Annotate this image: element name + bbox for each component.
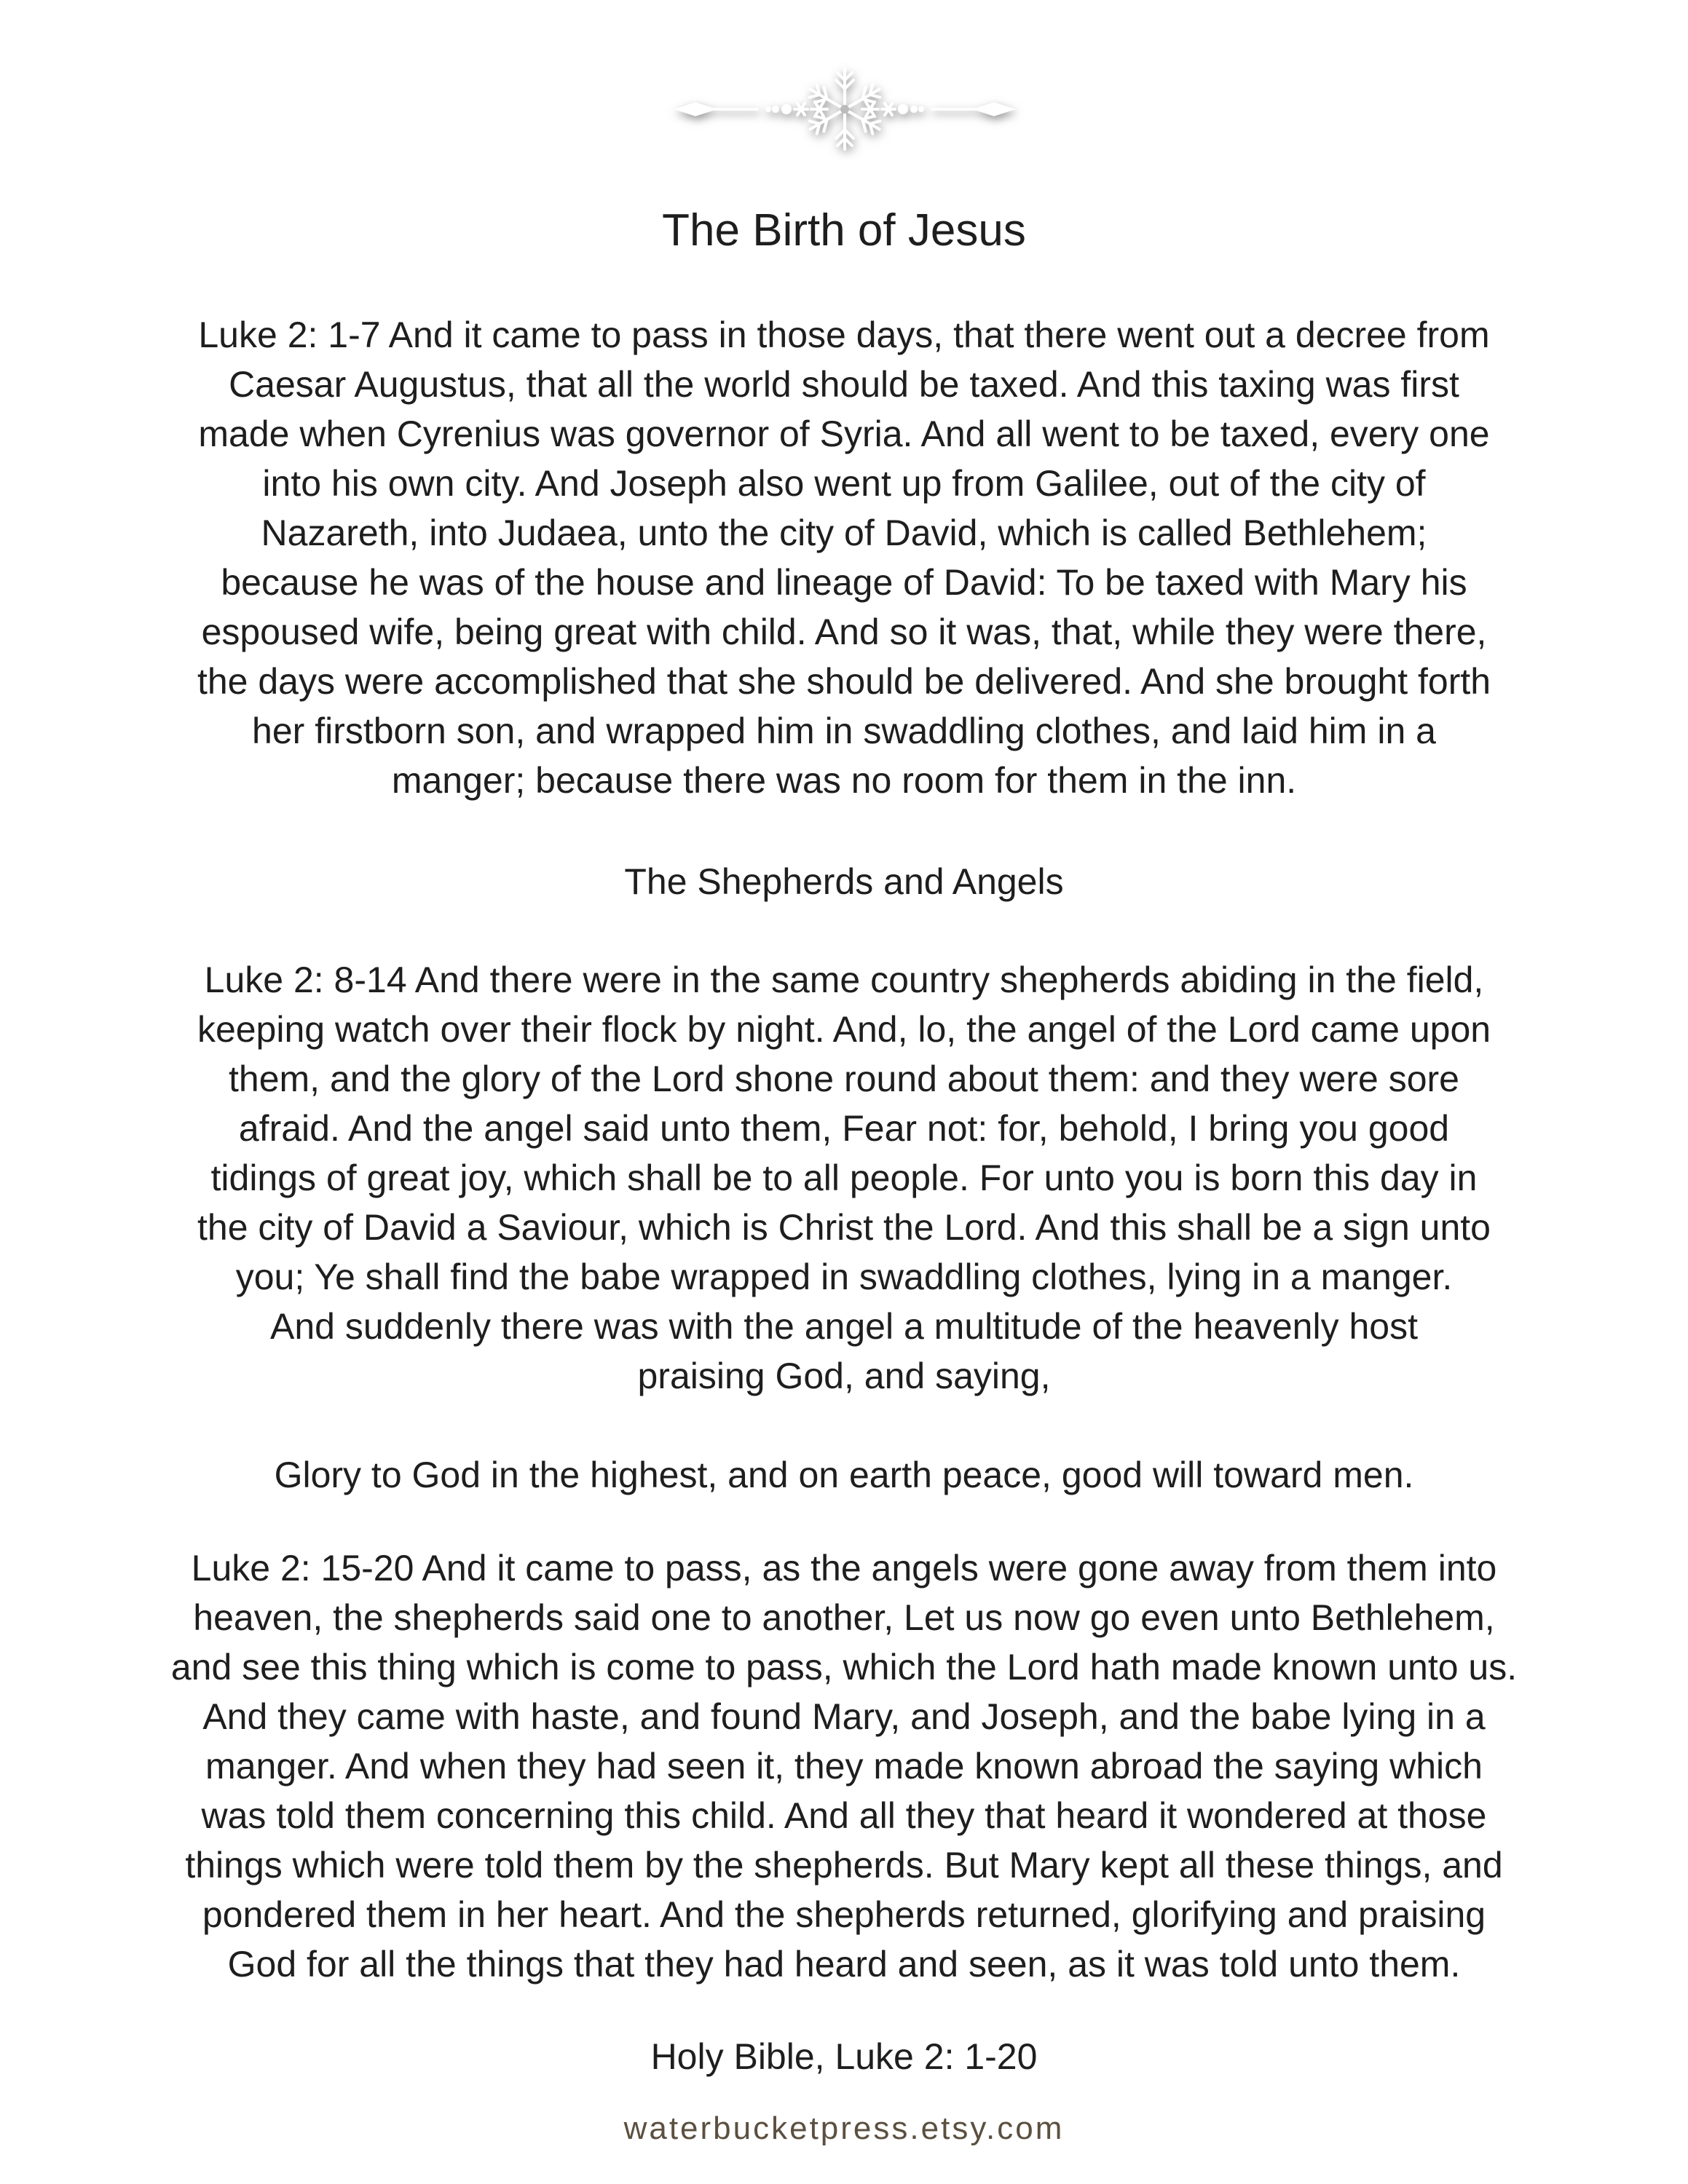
text-line: and see this thing which is come to pass, which the Lord hath made known unto us. [170,1647,1518,1688]
text-line: heaven, the shepherds said one to another, Let us now go even unto Bethlehem, [193,1597,1495,1638]
text-line: And suddenly there was with the angel a multitude of the heavenly host [269,1306,1418,1347]
text-line: God for all the things that they had heard and seen, as it was told unto them. [227,1944,1461,1985]
glory-verse: Glory to God in the highest, and on earth peace, good will toward men. [274,1455,1414,1495]
text-line: the days were accomplished that she should be delivered. And she brought forth [197,661,1491,702]
page-title: The Birth of Jesus [662,205,1026,256]
passage-luke-2-15-20 [0,1543,1688,1989]
text-line: you; Ye shall find the babe wrapped in swaddling clothes, lying in a manger. [235,1257,1453,1297]
text-line: espoused wife, being great with child. And so it was, that, while they were there, [201,612,1487,652]
text-line: afraid. And the angel said unto them, Fear not: for, behold, I bring you good [238,1108,1450,1149]
text-line: keeping watch over their flock by night. And, lo, the angel of the Lord came upon [197,1009,1491,1050]
source-citation: Holy Bible, Luke 2: 1-20 [650,2036,1038,2077]
text-line: Nazareth, into Judaea, unto the city of David, which is called Bethlehem; [261,513,1427,553]
text-line: pondered them in her heart. And the shepherds returned, glorifying and praising [202,1894,1486,1935]
section-heading: The Shepherds and Angels [624,861,1064,902]
text-line: made when Cyrenius was governor of Syria. And all went to be taxed, every one [198,414,1490,454]
text-line: Caesar Augustus, that all the world should be taxed. And this taxing was first [229,364,1459,405]
text-line: Luke 2: 8-14 And there were in the same country shepherds abiding in the field, [204,960,1484,1000]
text-line: manger; because there was no room for them in the inn. [391,760,1297,801]
text-line: because he was of the house and lineage of David: To be taxed with Mary his [221,562,1467,603]
text-line: praising God, and saying, [637,1356,1051,1396]
website-link[interactable]: waterbucketpress.etsy.com [623,2110,1065,2146]
text-line: was told them concerning this child. And all they that heard it wondered at those [201,1795,1487,1836]
text-line: manger. And when they had seen it, they made known abroad the saying which [205,1746,1483,1787]
text-line: Luke 2: 15-20 And it came to pass, as the angels were gone away from them into [191,1548,1497,1588]
text-line: things which were told them by the shepherds. But Mary kept all these things, and [185,1845,1503,1886]
text-line: the city of David a Saviour, which is Christ the Lord. And this shall be a sign unto [197,1207,1491,1248]
text-line: tidings of great joy, which shall be to all people. For unto you is born this day in [210,1158,1478,1198]
passage-luke-2-1-7 [0,310,1688,805]
text-line: them, and the glory of the Lord shone round about them: and they were sore [229,1059,1459,1099]
text-line: Luke 2: 1-7 And it came to pass in those days, that there went out a decree from [198,314,1490,355]
text-line: And they came with haste, and found Mary, and Joseph, and the babe lying in a [202,1696,1486,1737]
text-line: her firstborn son, and wrapped him in swaddling clothes, and laid him in a [252,711,1436,751]
text-line: into his own city. And Joseph also went up from Galilee, out of the city of [262,463,1426,504]
snowflake-divider-icon [655,51,1034,160]
passage-luke-2-8-14 [0,955,1688,1401]
